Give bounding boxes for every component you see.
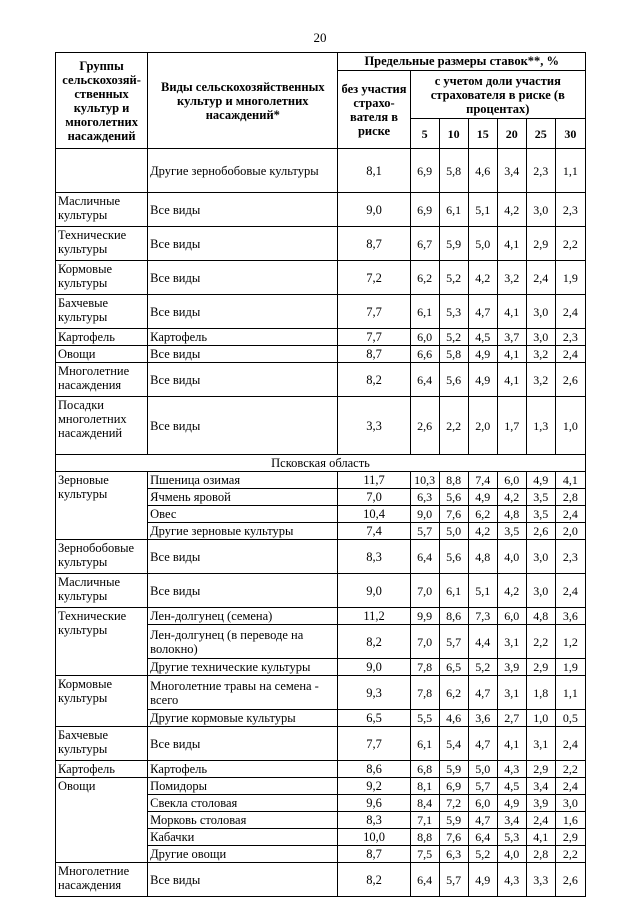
share-rate-cell: 1,9 <box>555 659 585 676</box>
share-rate-cell: 4,9 <box>526 472 555 489</box>
crop-cell: Другие зернобобовые культуры <box>148 149 338 193</box>
crop-cell: Другие зерновые культуры <box>148 523 338 540</box>
share-rate-cell: 3,5 <box>497 523 526 540</box>
base-rate-cell: 8,7 <box>338 846 410 863</box>
table-row <box>56 363 586 397</box>
region-row <box>56 455 586 472</box>
share-rate-cell: 2,2 <box>526 625 555 659</box>
group-cell: Многолетние насаждения <box>56 363 148 397</box>
share-rate-cell: 1,1 <box>555 676 585 710</box>
share-rate-cell: 6,1 <box>410 727 439 761</box>
share-rate-cell: 5,9 <box>439 761 468 778</box>
base-rate-cell: 8,3 <box>338 540 410 574</box>
share-rate-cell: 2,3 <box>526 149 555 193</box>
table-row <box>56 149 586 193</box>
table-row <box>56 227 586 261</box>
share-rate-cell: 3,0 <box>526 574 555 608</box>
share-rate-cell: 4,2 <box>497 574 526 608</box>
crop-cell: Все виды <box>148 261 338 295</box>
crop-cell: Кабачки <box>148 829 338 846</box>
share-rate-cell: 3,0 <box>526 193 555 227</box>
group-cell: Кормовые культуры <box>56 676 148 727</box>
share-rate-cell: 5,1 <box>468 574 497 608</box>
group-cell <box>56 149 148 193</box>
share-rate-cell: 4,0 <box>497 846 526 863</box>
share-rate-cell: 6,3 <box>410 489 439 506</box>
base-rate-cell: 9,0 <box>338 193 410 227</box>
header-type: Виды сельскохозяйственных культур и многолетних насаждений* <box>148 53 338 149</box>
crop-cell: Ячмень яровой <box>148 489 338 506</box>
share-rate-cell: 5,0 <box>439 523 468 540</box>
share-rate-cell: 6,9 <box>410 149 439 193</box>
share-rate-cell: 3,9 <box>526 795 555 812</box>
share-rate-cell: 2,6 <box>526 523 555 540</box>
share-rate-cell: 6,7 <box>410 227 439 261</box>
share-rate-cell: 6,0 <box>410 329 439 346</box>
share-rate-cell: 2,0 <box>468 397 497 455</box>
share-rate-cell: 4,1 <box>497 727 526 761</box>
share-rate-cell: 8,6 <box>439 608 468 625</box>
share-rate-cell: 4,9 <box>468 346 497 363</box>
page-number: 20 <box>313 30 327 45</box>
share-rate-cell: 2,0 <box>555 523 585 540</box>
share-rate-cell: 5,6 <box>439 540 468 574</box>
base-rate-cell: 8,2 <box>338 625 410 659</box>
share-rate-cell: 5,1 <box>468 193 497 227</box>
share-rate-cell: 2,9 <box>526 659 555 676</box>
crop-cell: Другие овощи <box>148 846 338 863</box>
base-rate-cell: 9,0 <box>338 574 410 608</box>
share-rate-cell: 2,4 <box>526 261 555 295</box>
share-rate-cell: 7,6 <box>439 829 468 846</box>
group-cell: Технические культуры <box>56 227 148 261</box>
share-rate-cell: 6,4 <box>410 863 439 897</box>
share-rate-cell: 7,8 <box>410 676 439 710</box>
base-rate-cell: 3,3 <box>338 397 410 455</box>
group-cell: Посадки многолетних насаждений <box>56 397 148 455</box>
share-rate-cell: 6,8 <box>410 761 439 778</box>
share-rate-cell: 3,5 <box>526 506 555 523</box>
group-cell: Многолетние насаждения <box>56 863 148 897</box>
crop-cell: Лен-долгунец (семена) <box>148 608 338 625</box>
base-rate-cell: 8,7 <box>338 346 410 363</box>
table-row <box>56 346 586 363</box>
share-rate-cell: 4,1 <box>497 295 526 329</box>
share-rate-cell: 4,8 <box>468 540 497 574</box>
share-rate-cell: 6,4 <box>410 540 439 574</box>
base-rate-cell: 10,0 <box>338 829 410 846</box>
share-rate-cell: 6,2 <box>410 261 439 295</box>
header-share-10: 10 <box>439 119 468 149</box>
share-rate-cell: 4,9 <box>468 363 497 397</box>
share-rate-cell: 6,2 <box>468 506 497 523</box>
share-rate-cell: 7,5 <box>410 846 439 863</box>
share-rate-cell: 4,3 <box>497 761 526 778</box>
base-rate-cell: 9,0 <box>338 659 410 676</box>
crop-cell: Многолетние травы на семена - всего <box>148 676 338 710</box>
share-rate-cell: 3,4 <box>497 812 526 829</box>
group-cell: Бахчевые культуры <box>56 295 148 329</box>
header-share-5: 5 <box>410 119 439 149</box>
share-rate-cell: 5,7 <box>468 778 497 795</box>
header-share-30: 30 <box>555 119 585 149</box>
base-rate-cell: 8,2 <box>338 863 410 897</box>
share-rate-cell: 10,3 <box>410 472 439 489</box>
share-rate-cell: 2,2 <box>555 761 585 778</box>
header-share: с учетом доли участия страхователя в риске (в процентах) <box>410 71 585 119</box>
share-rate-cell: 2,2 <box>439 397 468 455</box>
base-rate-cell: 8,2 <box>338 363 410 397</box>
share-rate-cell: 2,9 <box>555 829 585 846</box>
share-rate-cell: 5,7 <box>410 523 439 540</box>
share-rate-cell: 2,9 <box>526 227 555 261</box>
share-rate-cell: 3,0 <box>555 795 585 812</box>
share-rate-cell: 2,7 <box>497 710 526 727</box>
share-rate-cell: 2,4 <box>555 346 585 363</box>
share-rate-cell: 5,7 <box>439 863 468 897</box>
share-rate-cell: 5,3 <box>439 295 468 329</box>
share-rate-cell: 2,3 <box>555 540 585 574</box>
crop-cell: Все виды <box>148 574 338 608</box>
share-rate-cell: 4,8 <box>526 608 555 625</box>
share-rate-cell: 2,3 <box>555 329 585 346</box>
share-rate-cell: 3,2 <box>497 261 526 295</box>
crop-cell: Все виды <box>148 193 338 227</box>
crop-cell: Картофель <box>148 761 338 778</box>
share-rate-cell: 4,2 <box>468 523 497 540</box>
share-rate-cell: 4,8 <box>497 506 526 523</box>
crop-cell: Все виды <box>148 397 338 455</box>
share-rate-cell: 5,2 <box>439 261 468 295</box>
share-rate-cell: 8,8 <box>410 829 439 846</box>
share-rate-cell: 4,5 <box>497 778 526 795</box>
base-rate-cell: 8,3 <box>338 812 410 829</box>
crop-cell: Помидоры <box>148 778 338 795</box>
base-rate-cell: 6,5 <box>338 710 410 727</box>
share-rate-cell: 6,5 <box>439 659 468 676</box>
share-rate-cell: 6,1 <box>410 295 439 329</box>
share-rate-cell: 2,9 <box>526 761 555 778</box>
share-rate-cell: 4,3 <box>497 863 526 897</box>
share-rate-cell: 5,8 <box>439 346 468 363</box>
header-share-15: 15 <box>468 119 497 149</box>
crop-cell: Пшеница озимая <box>148 472 338 489</box>
share-rate-cell: 4,1 <box>526 829 555 846</box>
header-share-20: 20 <box>497 119 526 149</box>
header-base: без участия страхо-вателя в риске <box>338 71 410 149</box>
share-rate-cell: 0,5 <box>555 710 585 727</box>
share-rate-cell: 4,2 <box>497 489 526 506</box>
share-rate-cell: 5,9 <box>439 812 468 829</box>
share-rate-cell: 3,5 <box>526 489 555 506</box>
group-cell: Овощи <box>56 346 148 363</box>
crop-cell: Все виды <box>148 863 338 897</box>
table-row <box>56 608 586 625</box>
share-rate-cell: 3,0 <box>526 540 555 574</box>
share-rate-cell: 6,9 <box>439 778 468 795</box>
share-rate-cell: 1,0 <box>526 710 555 727</box>
share-rate-cell: 4,9 <box>468 863 497 897</box>
share-rate-cell: 2,3 <box>555 193 585 227</box>
share-rate-cell: 5,7 <box>439 625 468 659</box>
share-rate-cell: 5,5 <box>410 710 439 727</box>
crop-cell: Картофель <box>148 329 338 346</box>
crop-cell: Другие кормовые культуры <box>148 710 338 727</box>
share-rate-cell: 5,0 <box>468 227 497 261</box>
share-rate-cell: 6,2 <box>439 676 468 710</box>
share-rate-cell: 4,1 <box>497 363 526 397</box>
base-rate-cell: 8,7 <box>338 227 410 261</box>
share-rate-cell: 2,2 <box>555 227 585 261</box>
share-rate-cell: 6,6 <box>410 346 439 363</box>
share-rate-cell: 5,2 <box>468 659 497 676</box>
share-rate-cell: 2,4 <box>555 574 585 608</box>
base-rate-cell: 9,6 <box>338 795 410 812</box>
group-cell: Кормовые культуры <box>56 261 148 295</box>
crop-cell: Другие технические культуры <box>148 659 338 676</box>
base-rate-cell: 7,7 <box>338 329 410 346</box>
share-rate-cell: 3,3 <box>526 863 555 897</box>
table-row <box>56 761 586 778</box>
share-rate-cell: 5,0 <box>468 761 497 778</box>
share-rate-cell: 7,4 <box>468 472 497 489</box>
share-rate-cell: 2,6 <box>555 363 585 397</box>
share-rate-cell: 2,8 <box>555 489 585 506</box>
share-rate-cell: 2,4 <box>555 778 585 795</box>
share-rate-cell: 4,0 <box>497 540 526 574</box>
base-rate-cell: 7,7 <box>338 295 410 329</box>
share-rate-cell: 7,0 <box>410 574 439 608</box>
share-rate-cell: 4,7 <box>468 812 497 829</box>
table-row <box>56 472 586 489</box>
share-rate-cell: 5,2 <box>439 329 468 346</box>
crop-cell: Все виды <box>148 295 338 329</box>
share-rate-cell: 6,4 <box>468 829 497 846</box>
header-group: Группы сельскохозяй-ственных культур и многолетних насаждений <box>56 53 148 149</box>
table-header <box>56 53 586 149</box>
share-rate-cell: 3,0 <box>526 329 555 346</box>
share-rate-cell: 4,6 <box>439 710 468 727</box>
share-rate-cell: 1,1 <box>555 149 585 193</box>
share-rate-cell: 3,9 <box>497 659 526 676</box>
share-rate-cell: 4,7 <box>468 727 497 761</box>
group-cell: Зерновые культуры <box>56 472 148 540</box>
share-rate-cell: 4,2 <box>468 261 497 295</box>
share-rate-cell: 6,1 <box>439 193 468 227</box>
share-rate-cell: 1,6 <box>555 812 585 829</box>
share-rate-cell: 4,5 <box>468 329 497 346</box>
share-rate-cell: 2,4 <box>555 727 585 761</box>
share-rate-cell: 6,3 <box>439 846 468 863</box>
group-cell: Овощи <box>56 778 148 863</box>
share-rate-cell: 4,4 <box>468 625 497 659</box>
table-row <box>56 295 586 329</box>
table-row <box>56 193 586 227</box>
share-rate-cell: 1,0 <box>555 397 585 455</box>
share-rate-cell: 7,0 <box>410 625 439 659</box>
share-rate-cell: 3,2 <box>526 346 555 363</box>
share-rate-cell: 1,7 <box>497 397 526 455</box>
group-cell: Картофель <box>56 761 148 778</box>
share-rate-cell: 8,8 <box>439 472 468 489</box>
table-row <box>56 329 586 346</box>
share-rate-cell: 5,9 <box>439 227 468 261</box>
share-rate-cell: 2,6 <box>410 397 439 455</box>
share-rate-cell: 3,2 <box>526 363 555 397</box>
share-rate-cell: 4,1 <box>497 227 526 261</box>
share-rate-cell: 2,4 <box>526 812 555 829</box>
share-rate-cell: 5,6 <box>439 363 468 397</box>
base-rate-cell: 11,7 <box>338 472 410 489</box>
share-rate-cell: 7,6 <box>439 506 468 523</box>
group-cell: Зернобобовые культуры <box>56 540 148 574</box>
share-rate-cell: 6,9 <box>410 193 439 227</box>
header-share-25: 25 <box>526 119 555 149</box>
share-rate-cell: 4,1 <box>497 346 526 363</box>
group-cell: Масличные культуры <box>56 574 148 608</box>
share-rate-cell: 4,1 <box>555 472 585 489</box>
base-rate-cell: 9,2 <box>338 778 410 795</box>
base-rate-cell: 7,2 <box>338 261 410 295</box>
table-row <box>56 863 586 897</box>
crop-cell: Овес <box>148 506 338 523</box>
table-row <box>56 540 586 574</box>
share-rate-cell: 6,0 <box>497 608 526 625</box>
crop-cell: Все виды <box>148 727 338 761</box>
share-rate-cell: 3,7 <box>497 329 526 346</box>
base-rate-cell: 11,2 <box>338 608 410 625</box>
group-cell: Картофель <box>56 329 148 346</box>
crop-cell: Морковь столовая <box>148 812 338 829</box>
share-rate-cell: 1,9 <box>555 261 585 295</box>
share-rate-cell: 4,7 <box>468 295 497 329</box>
group-cell: Бахчевые культуры <box>56 727 148 761</box>
share-rate-cell: 4,2 <box>497 193 526 227</box>
share-rate-cell: 4,6 <box>468 149 497 193</box>
header-limits: Предельные размеры ставок**, % <box>338 53 586 71</box>
table-row <box>56 727 586 761</box>
share-rate-cell: 5,6 <box>439 489 468 506</box>
base-rate-cell: 10,4 <box>338 506 410 523</box>
share-rate-cell: 5,2 <box>468 846 497 863</box>
insurance-rates-table <box>55 52 586 897</box>
share-rate-cell: 6,1 <box>439 574 468 608</box>
share-rate-cell: 3,1 <box>497 625 526 659</box>
share-rate-cell: 4,7 <box>468 676 497 710</box>
share-rate-cell: 2,6 <box>555 863 585 897</box>
share-rate-cell: 1,2 <box>555 625 585 659</box>
crop-cell: Все виды <box>148 227 338 261</box>
base-rate-cell: 7,0 <box>338 489 410 506</box>
share-rate-cell: 2,4 <box>555 295 585 329</box>
share-rate-cell: 7,3 <box>468 608 497 625</box>
share-rate-cell: 7,1 <box>410 812 439 829</box>
share-rate-cell: 1,8 <box>526 676 555 710</box>
share-rate-cell: 3,6 <box>555 608 585 625</box>
table-row <box>56 574 586 608</box>
share-rate-cell: 3,6 <box>468 710 497 727</box>
crop-cell: Все виды <box>148 346 338 363</box>
group-cell: Масличные культуры <box>56 193 148 227</box>
share-rate-cell: 4,9 <box>497 795 526 812</box>
share-rate-cell: 3,0 <box>526 295 555 329</box>
crop-cell: Все виды <box>148 540 338 574</box>
share-rate-cell: 3,1 <box>526 727 555 761</box>
share-rate-cell: 5,4 <box>439 727 468 761</box>
base-rate-cell: 8,1 <box>338 149 410 193</box>
share-rate-cell: 6,0 <box>497 472 526 489</box>
crop-cell: Свекла столовая <box>148 795 338 812</box>
share-rate-cell: 9,0 <box>410 506 439 523</box>
share-rate-cell: 9,9 <box>410 608 439 625</box>
share-rate-cell: 1,3 <box>526 397 555 455</box>
share-rate-cell: 3,4 <box>526 778 555 795</box>
base-rate-cell: 7,4 <box>338 523 410 540</box>
table-row <box>56 676 586 710</box>
share-rate-cell: 6,0 <box>468 795 497 812</box>
table-row <box>56 261 586 295</box>
share-rate-cell: 5,3 <box>497 829 526 846</box>
share-rate-cell: 2,8 <box>526 846 555 863</box>
table-row <box>56 397 586 455</box>
region-title: Псковская область <box>56 455 586 472</box>
share-rate-cell: 2,4 <box>555 506 585 523</box>
base-rate-cell: 7,7 <box>338 727 410 761</box>
share-rate-cell: 5,8 <box>439 149 468 193</box>
base-rate-cell: 9,3 <box>338 676 410 710</box>
share-rate-cell: 2,2 <box>555 846 585 863</box>
group-cell: Технические культуры <box>56 608 148 676</box>
table-row <box>56 778 586 795</box>
share-rate-cell: 8,4 <box>410 795 439 812</box>
share-rate-cell: 7,8 <box>410 659 439 676</box>
share-rate-cell: 3,4 <box>497 149 526 193</box>
crop-cell: Все виды <box>148 363 338 397</box>
share-rate-cell: 8,1 <box>410 778 439 795</box>
share-rate-cell: 3,1 <box>497 676 526 710</box>
crop-cell: Лен-долгунец (в переводе на волокно) <box>148 625 338 659</box>
share-rate-cell: 7,2 <box>439 795 468 812</box>
share-rate-cell: 6,4 <box>410 363 439 397</box>
share-rate-cell: 4,9 <box>468 489 497 506</box>
base-rate-cell: 8,6 <box>338 761 410 778</box>
